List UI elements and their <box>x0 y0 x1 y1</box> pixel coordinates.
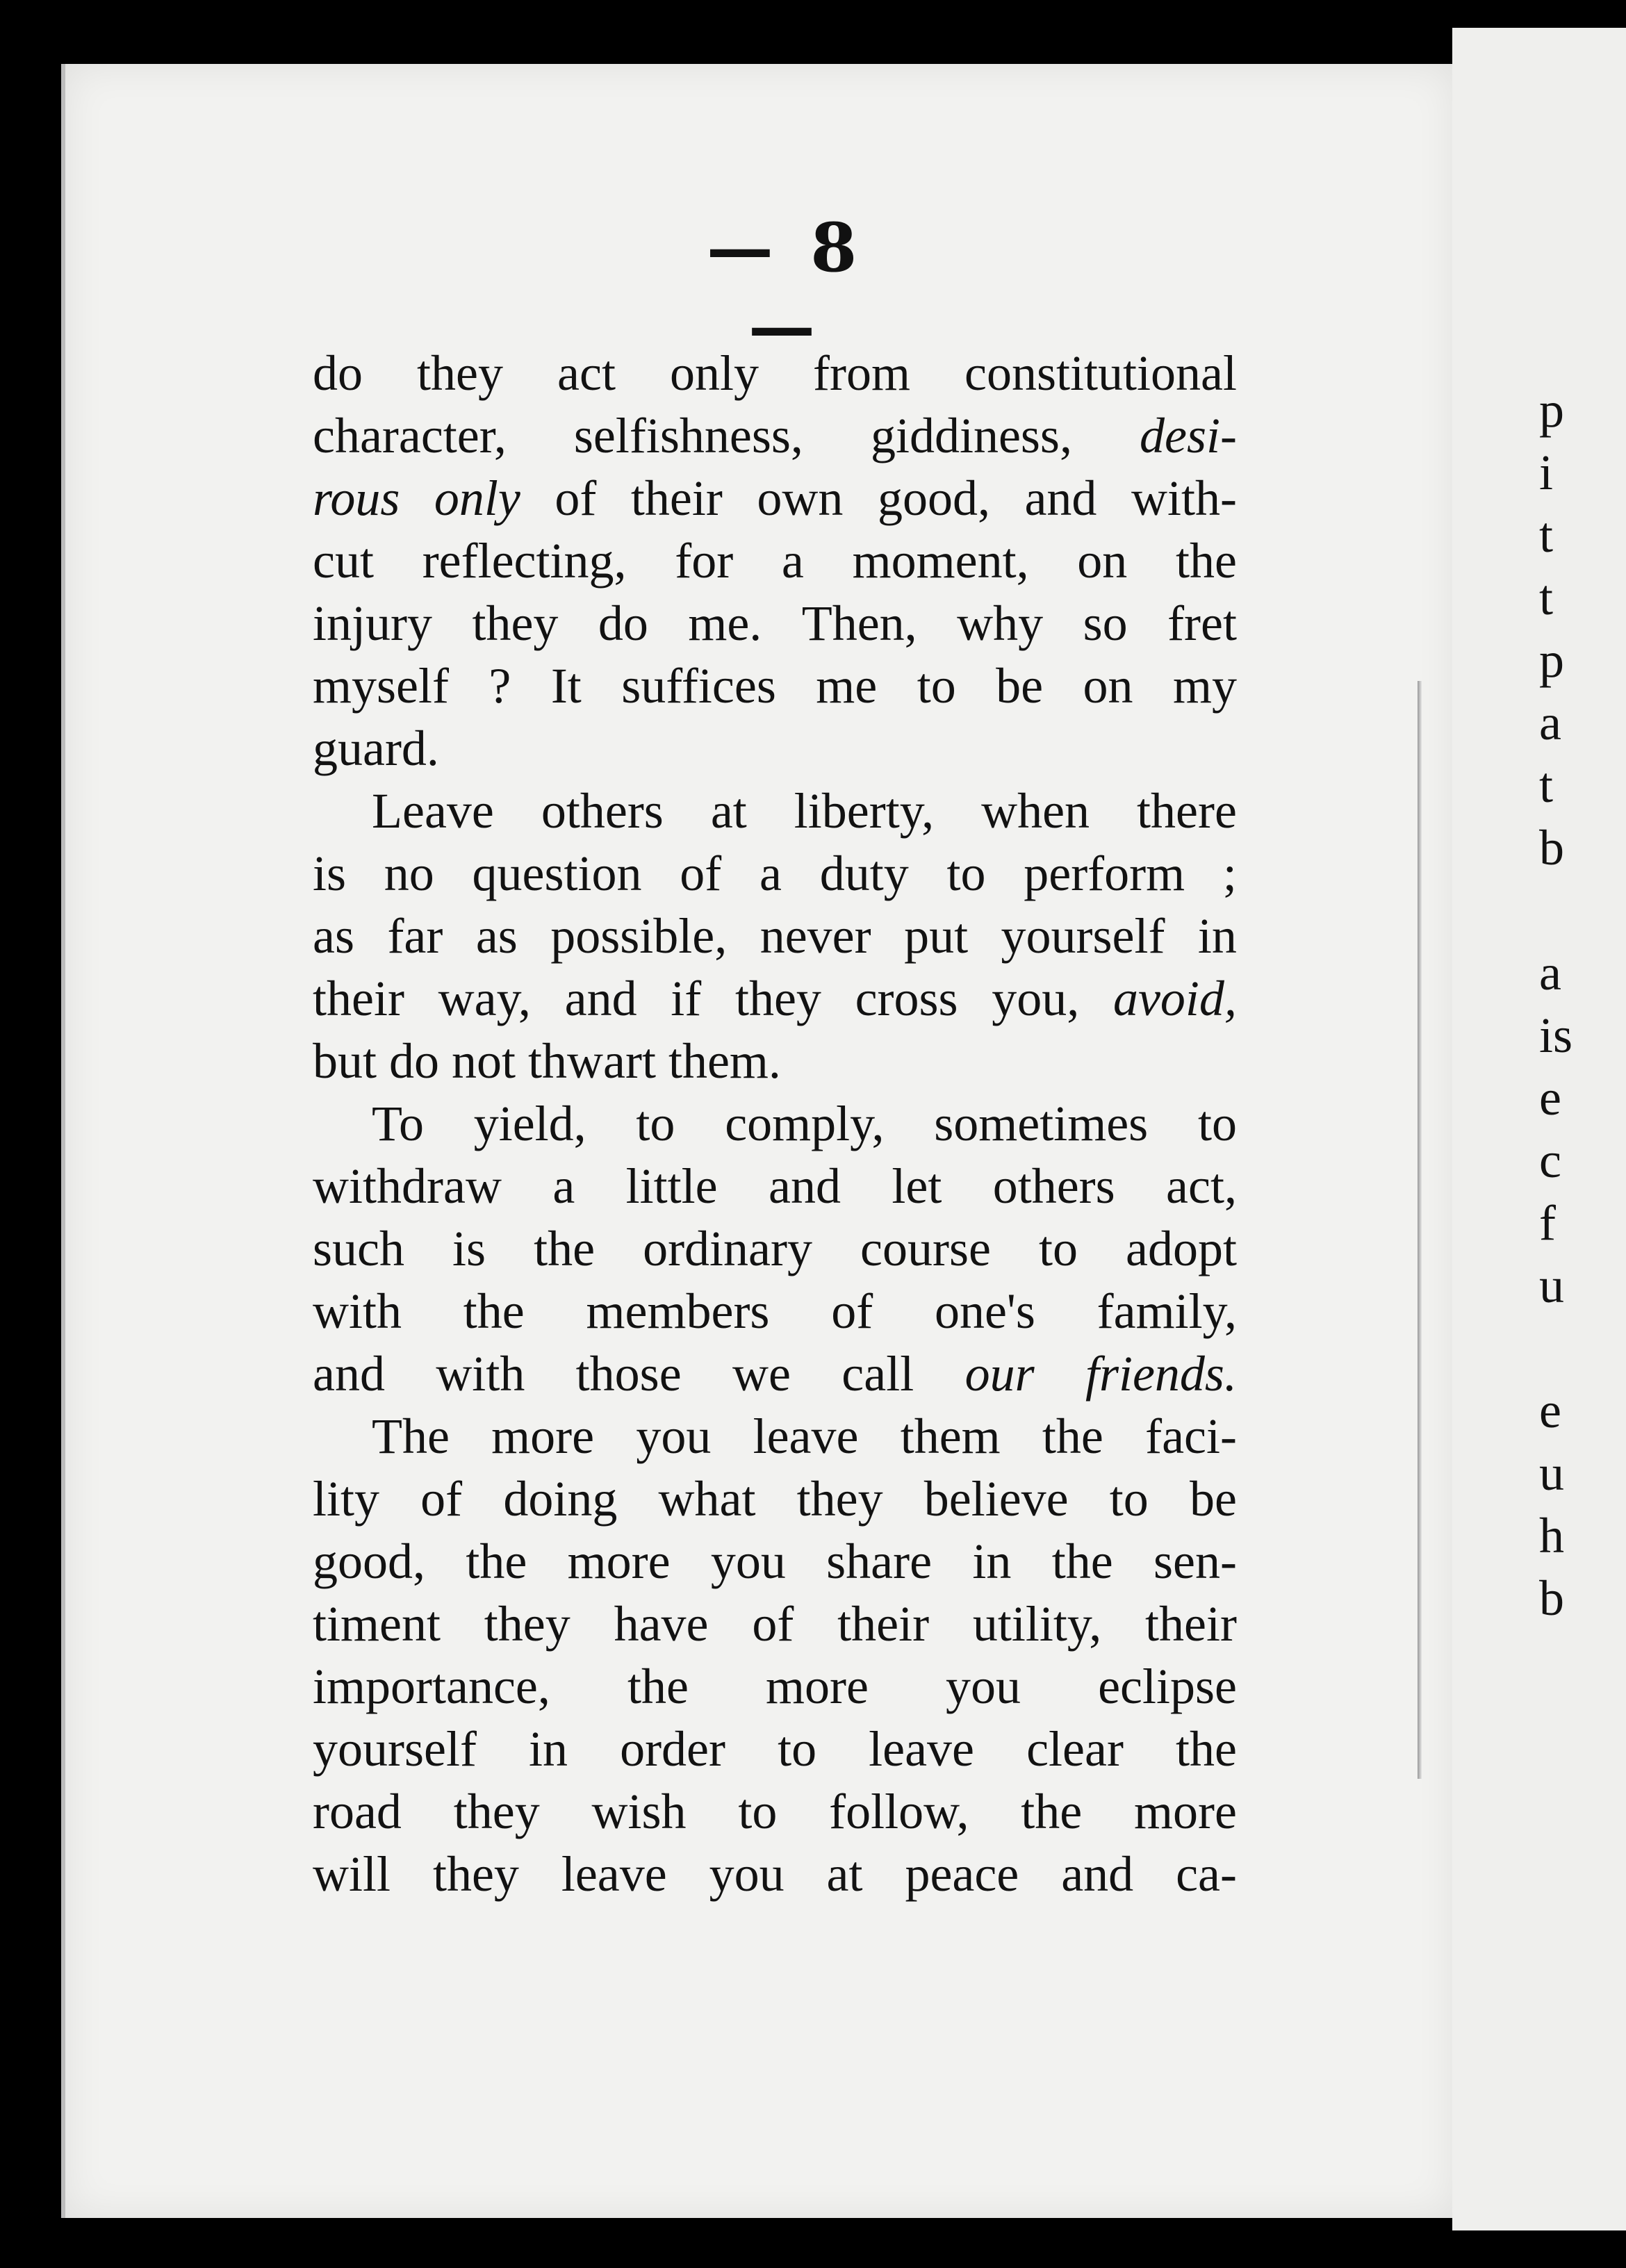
facing-page-fragment: i <box>1539 445 1554 500</box>
facing-page-fragment: p <box>1539 382 1564 438</box>
text-word: act, <box>1166 1158 1237 1214</box>
text-word: cut <box>313 533 374 589</box>
text-word: a <box>781 533 804 589</box>
text-word: not <box>452 1033 529 1089</box>
text-word: on <box>1083 658 1133 714</box>
text-word: do <box>598 595 648 651</box>
text-word: selfishness, <box>573 408 803 463</box>
text-word: yourself <box>1001 908 1165 964</box>
text-word: never <box>759 908 871 964</box>
text-word: the <box>534 1221 596 1276</box>
text-word: order <box>620 1721 725 1777</box>
text-word: question <box>472 846 642 901</box>
text-word: have <box>614 1596 709 1652</box>
text-word: cross <box>855 971 958 1026</box>
text-word: with <box>313 1283 402 1339</box>
text-word: their <box>630 470 723 526</box>
text-word: those <box>575 1346 682 1402</box>
text-word: if <box>671 971 702 1026</box>
text-line <box>313 655 1237 717</box>
text-word: a <box>552 1158 575 1214</box>
facing-page-fragment: t <box>1539 507 1554 563</box>
text-word: and <box>564 971 637 1026</box>
text-word: adopt <box>1126 1221 1237 1276</box>
text-word: believe <box>923 1471 1069 1527</box>
text-word: in <box>1197 908 1237 964</box>
text-word: the <box>1021 1784 1083 1839</box>
text-word: others <box>541 783 664 839</box>
text-word: liberty, <box>794 783 935 839</box>
text-word: the <box>627 1659 689 1714</box>
text-word: thwart <box>528 1033 668 1089</box>
text-word: good, <box>877 470 990 526</box>
text-word: sometimes <box>934 1096 1149 1151</box>
text-word: faci- <box>1145 1408 1237 1464</box>
text-word: why <box>957 595 1044 651</box>
text-line <box>313 1718 1237 1780</box>
text-word: yield, <box>473 1096 586 1151</box>
text-word: own <box>757 470 844 526</box>
text-word: such <box>313 1221 404 1276</box>
text-word: my <box>1172 658 1237 714</box>
text-word: withdraw <box>313 1158 502 1214</box>
facing-page-fragment: t <box>1539 570 1554 625</box>
text-word: and <box>769 1158 841 1214</box>
text-line <box>313 467 1237 529</box>
facing-page-fragment: u <box>1539 1258 1564 1313</box>
text-word: you <box>946 1659 1021 1714</box>
text-line <box>313 1843 1237 1905</box>
text-word: avoid, <box>1112 971 1237 1026</box>
text-word: their <box>1145 1596 1237 1652</box>
text-word: suffices <box>621 658 776 714</box>
text-word: The <box>372 1408 450 1464</box>
text-word: and <box>313 1346 385 1402</box>
text-word: on <box>1077 533 1128 589</box>
text-word: of <box>420 1471 463 1527</box>
text-word: road <box>313 1784 402 1839</box>
text-word: they <box>796 1471 883 1527</box>
text-word: reflecting, <box>422 533 627 589</box>
text-word: they <box>734 971 821 1026</box>
text-line <box>313 404 1237 467</box>
text-word: yourself <box>313 1721 477 1777</box>
text-word: more <box>765 1659 869 1714</box>
text-word: the <box>1042 1408 1103 1464</box>
text-word: members <box>586 1283 770 1339</box>
text-line <box>313 342 1237 404</box>
facing-page-fragment: a <box>1539 945 1561 1001</box>
text-word: possible, <box>550 908 728 964</box>
text-word: good, <box>313 1534 425 1589</box>
text-line <box>313 1342 1237 1405</box>
text-word: put <box>904 908 969 964</box>
text-word: more <box>1134 1784 1237 1839</box>
text-word: our <box>964 1346 1035 1402</box>
text-word: be <box>1189 1471 1237 1527</box>
text-line <box>313 842 1237 905</box>
text-line <box>313 905 1237 967</box>
text-word: them <box>900 1408 1001 1464</box>
text-word: little <box>625 1158 718 1214</box>
text-word: way, <box>438 971 531 1026</box>
facing-page-fragment: is <box>1539 1008 1573 1063</box>
text-word: character, <box>313 408 507 463</box>
text-word: clear <box>1026 1721 1124 1777</box>
text-word: no <box>384 846 434 901</box>
text-line <box>313 1217 1237 1280</box>
text-word: perform <box>1024 846 1185 901</box>
text-word: for <box>675 533 734 589</box>
text-word: lity <box>313 1471 380 1527</box>
text-word: their <box>313 971 404 1026</box>
facing-page-fragment: b <box>1539 1570 1564 1626</box>
facing-page-fragment: a <box>1539 695 1561 750</box>
text-word: sen- <box>1153 1534 1237 1589</box>
text-word: to <box>636 1096 675 1151</box>
text-word: timent <box>313 1596 441 1652</box>
text-word: to <box>946 846 986 901</box>
facing-page-fragment: u <box>1539 1445 1564 1501</box>
text-word: they <box>417 345 503 401</box>
text-word: of <box>831 1283 873 1339</box>
text-word: the <box>1176 533 1237 589</box>
text-word: one's <box>934 1283 1035 1339</box>
text-word: wish <box>591 1784 687 1839</box>
text-word: injury <box>313 595 432 651</box>
text-word: is <box>452 1221 486 1276</box>
text-word: you <box>709 1846 785 1902</box>
text-word: ordinary <box>643 1221 812 1276</box>
text-word: Leave <box>372 783 494 839</box>
text-word: their <box>837 1596 930 1652</box>
text-line <box>313 1655 1237 1718</box>
text-word: be <box>996 658 1044 714</box>
text-word: utility, <box>972 1596 1102 1652</box>
text-word: to <box>738 1784 778 1839</box>
text-word: myself <box>313 658 449 714</box>
text-line <box>313 1780 1237 1843</box>
text-word: ; <box>1222 846 1237 901</box>
text-word: with <box>436 1346 525 1402</box>
facing-page-fragment: t <box>1539 757 1554 813</box>
text-word: the <box>1176 1721 1237 1777</box>
text-word: share <box>826 1534 933 1589</box>
text-word: friends. <box>1085 1346 1237 1402</box>
text-word: when <box>981 783 1090 839</box>
text-word: of <box>752 1596 794 1652</box>
text-word: them. <box>668 1033 781 1089</box>
text-word: only <box>434 470 520 526</box>
text-word: they <box>484 1596 570 1652</box>
text-word: leave <box>753 1408 859 1464</box>
body-text <box>313 342 1237 1905</box>
text-word: doing <box>503 1471 618 1527</box>
text-word: do <box>389 1033 452 1089</box>
text-word: and <box>1061 1846 1134 1902</box>
text-word: the <box>466 1534 527 1589</box>
text-word: the <box>463 1283 525 1339</box>
text-word: at <box>826 1846 863 1902</box>
text-word: to <box>778 1721 817 1777</box>
text-word: so <box>1083 595 1128 651</box>
text-word: Then, <box>801 595 917 651</box>
text-word: you, <box>992 971 1080 1026</box>
text-word: only <box>669 345 759 401</box>
text-word: to <box>1109 1471 1149 1527</box>
text-word: they <box>453 1784 540 1839</box>
text-word: is <box>313 846 347 901</box>
text-word: of <box>555 470 597 526</box>
text-word: we <box>732 1346 791 1402</box>
text-line <box>313 1593 1237 1655</box>
text-word: peace <box>905 1846 1019 1902</box>
text-word: To <box>372 1096 424 1151</box>
text-word: as <box>313 908 354 964</box>
text-word: It <box>550 658 582 714</box>
text-word: ca- <box>1176 1846 1237 1902</box>
text-word: they <box>432 1846 519 1902</box>
text-word: with- <box>1131 470 1237 526</box>
text-word: others <box>992 1158 1115 1214</box>
text-word: to <box>917 658 956 714</box>
text-word: and <box>1024 470 1097 526</box>
facing-page-fragment: e <box>1539 1383 1561 1438</box>
text-word: in <box>972 1534 1012 1589</box>
text-word: guard. <box>313 721 439 776</box>
text-word: from <box>813 345 910 401</box>
text-word: what <box>658 1471 756 1527</box>
text-word: giddiness, <box>870 408 1072 463</box>
text-line <box>313 1155 1237 1217</box>
text-line <box>313 1468 1237 1530</box>
text-word: in <box>529 1721 568 1777</box>
text-word: a <box>759 846 782 901</box>
text-word: follow, <box>829 1784 969 1839</box>
text-word: more <box>567 1534 671 1589</box>
text-word: rous <box>313 470 400 526</box>
text-word: the <box>1051 1534 1113 1589</box>
facing-page-fragment: e <box>1539 1070 1561 1126</box>
text-word: you <box>710 1534 786 1589</box>
text-word: leave <box>561 1846 667 1902</box>
text-word: importance, <box>313 1659 550 1714</box>
text-word: leave <box>869 1721 975 1777</box>
text-line <box>313 1405 1237 1468</box>
facing-page-fragment: p <box>1539 632 1564 688</box>
text-word: fret <box>1167 595 1237 651</box>
text-word: comply, <box>725 1096 885 1151</box>
text-word: there <box>1137 783 1237 839</box>
text-word: to <box>1038 1221 1078 1276</box>
text-word: to <box>1197 1096 1237 1151</box>
text-line <box>313 780 1237 842</box>
text-word: constitutional <box>964 345 1237 401</box>
text-word: at <box>710 783 747 839</box>
text-word: more <box>491 1408 595 1464</box>
text-word: call <box>841 1346 914 1402</box>
text-word: duty <box>819 846 909 901</box>
text-line <box>313 529 1237 592</box>
facing-page-fragment: f <box>1539 1195 1556 1251</box>
text-word: desi- <box>1140 408 1237 463</box>
facing-page-fragment: b <box>1539 820 1564 876</box>
text-word: you <box>636 1408 712 1464</box>
text-line <box>313 717 1237 780</box>
text-word: far <box>387 908 443 964</box>
text-word: me. <box>688 595 762 651</box>
text-word: they <box>472 595 559 651</box>
text-word: as <box>475 908 518 964</box>
text-word: eclipse <box>1098 1659 1237 1714</box>
facing-page-fragment: c <box>1539 1133 1561 1188</box>
text-line <box>313 967 1237 1030</box>
text-line <box>313 592 1237 655</box>
text-word: family, <box>1097 1283 1237 1339</box>
page-fold <box>1418 681 1422 1779</box>
text-word: me <box>816 658 878 714</box>
text-word: do <box>313 345 363 401</box>
text-line <box>313 1092 1237 1155</box>
text-word: course <box>860 1221 991 1276</box>
text-word: but <box>313 1033 390 1089</box>
text-line <box>313 1530 1237 1593</box>
facing-page-fragment: h <box>1539 1508 1564 1563</box>
text-word: let <box>892 1158 942 1214</box>
text-word: moment, <box>852 533 1029 589</box>
text-word: ? <box>488 658 511 714</box>
text-line <box>313 1030 1237 1092</box>
text-word: of <box>680 846 722 901</box>
text-word: will <box>313 1846 391 1902</box>
text-line <box>313 1280 1237 1342</box>
text-word: act <box>557 345 616 401</box>
page-number: — 8 — <box>706 208 864 365</box>
